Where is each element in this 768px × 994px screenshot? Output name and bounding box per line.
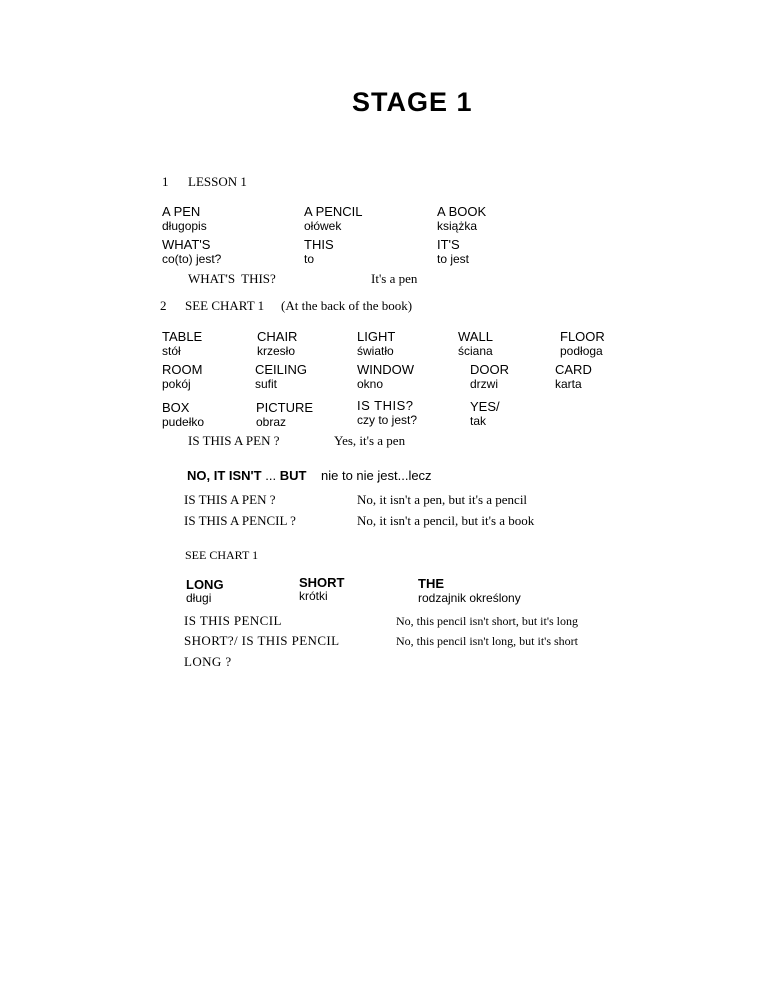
- vocab-en: WHAT'S: [162, 237, 211, 252]
- section-2-heading: SEE CHART 1: [185, 298, 265, 313]
- vocab-en: A PENCIL: [304, 204, 363, 219]
- vocab-pl: to: [304, 252, 315, 266]
- question-line: SHORT?/ IS THIS PENCIL: [184, 633, 340, 648]
- vocab-en: SHORT: [299, 575, 345, 590]
- vocab-en: IT'S: [437, 237, 460, 252]
- question-line: LONG ?: [184, 654, 232, 669]
- vocab-pl: krzesło: [257, 344, 296, 358]
- vocab-en: IS THIS?: [357, 398, 414, 413]
- no-it-isnt-label: NO, IT ISN'T: [187, 468, 262, 483]
- vocab-pl: obraz: [256, 415, 287, 429]
- vocab-pl: drzwi: [470, 377, 499, 391]
- vocab-pl: pudełko: [162, 415, 205, 429]
- vocab-pl: światło: [357, 344, 394, 358]
- vocab-en: CEILING: [255, 362, 308, 377]
- vocab-pl: ściana: [458, 344, 493, 358]
- vocab-pl: czy to jest?: [357, 413, 418, 427]
- vocab-en: TABLE: [162, 329, 203, 344]
- vocab-en: PICTURE: [256, 400, 314, 415]
- vocab-pl: to jest: [437, 252, 470, 266]
- section-3-heading: SEE CHART 1: [185, 548, 259, 562]
- question-line: IS THIS A PEN ?: [184, 492, 276, 507]
- vocab-pl: książka: [437, 219, 478, 233]
- dialogue-answer: Yes, it's a pen: [334, 433, 406, 448]
- vocab-en: BOX: [162, 400, 190, 415]
- vocab-pl: karta: [555, 377, 582, 391]
- vocab-en: CARD: [555, 362, 592, 377]
- ellipsis: ...: [265, 468, 277, 483]
- vocab-en: WINDOW: [357, 362, 415, 377]
- vocab-en: FLOOR: [560, 329, 605, 344]
- dialogue-question: IS THIS A PEN ?: [188, 433, 280, 448]
- answer-line: No, it isn't a pencil, but it's a book: [357, 513, 535, 528]
- answer-line: No, this pencil isn't short, but it's long: [396, 614, 578, 628]
- section-1-number: 1: [162, 174, 169, 189]
- section-2-note: (At the back of the book): [281, 298, 413, 313]
- vocab-pl: stół: [162, 344, 181, 358]
- question-line: IS THIS A PENCIL ?: [184, 513, 296, 528]
- vocab-en: ROOM: [162, 362, 203, 377]
- vocab-en: LONG: [186, 577, 224, 592]
- vocab-en: A BOOK: [437, 204, 487, 219]
- vocab-pl: tak: [470, 414, 487, 428]
- vocab-pl: okno: [357, 377, 384, 391]
- section-2-number: 2: [160, 298, 167, 313]
- vocab-en: LIGHT: [357, 329, 396, 344]
- vocab-pl: długi: [186, 591, 212, 605]
- vocab-pl: krótki: [299, 589, 328, 603]
- vocab-en: THIS: [304, 237, 334, 252]
- vocab-en: CHAIR: [257, 329, 298, 344]
- vocab-en: A PEN: [162, 204, 201, 219]
- no-but-translation: nie to nie jest...lecz: [321, 468, 432, 483]
- vocab-en: THE: [418, 576, 444, 591]
- question-line: IS THIS PENCIL: [184, 613, 282, 628]
- vocab-pl: długopis: [162, 219, 207, 233]
- vocab-pl: pokój: [162, 377, 191, 391]
- vocab-pl: ołówek: [304, 219, 342, 233]
- vocab-pl: co(to) jest?: [162, 252, 222, 266]
- no-but-heading: [187, 469, 306, 482]
- page-title: STAGE 1: [352, 87, 473, 117]
- vocab-pl: podłoga: [560, 344, 603, 358]
- vocab-en: YES/: [470, 399, 500, 414]
- but-label: BUT: [279, 468, 307, 483]
- vocab-en: DOOR: [470, 362, 509, 377]
- dialogue-answer: It's a pen: [371, 271, 418, 286]
- answer-line: No, it isn't a pen, but it's a pencil: [357, 492, 528, 507]
- dialogue-question: WHAT'S THIS?: [188, 271, 276, 286]
- vocab-pl: rodzajnik określony: [418, 591, 521, 605]
- vocab-pl: sufit: [255, 377, 278, 391]
- vocab-en: WALL: [458, 329, 493, 344]
- section-1-heading: LESSON 1: [188, 174, 247, 189]
- answer-line: No, this pencil isn't long, but it's short: [396, 634, 578, 648]
